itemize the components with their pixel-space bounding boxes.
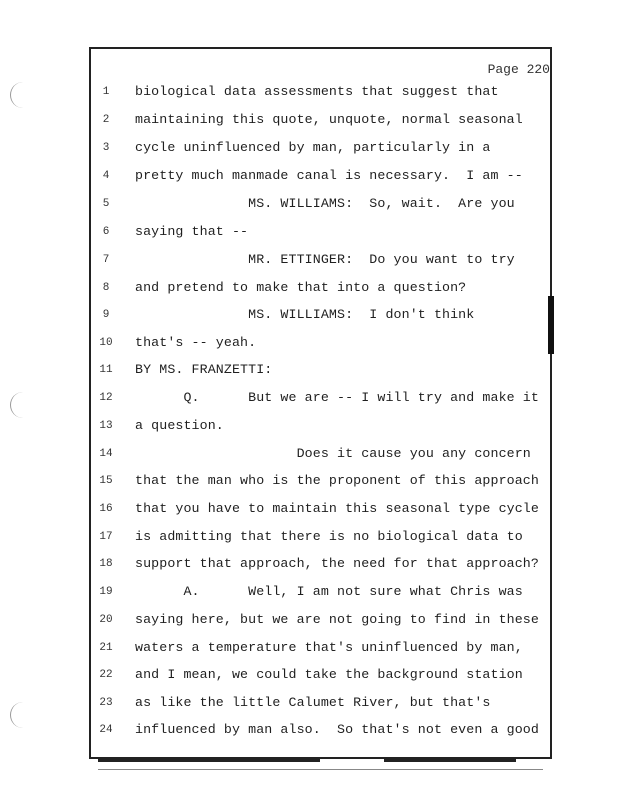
- transcript-line: [0, 84, 622, 104]
- line-text: cycle uninfluenced by man, particularly in a: [135, 140, 491, 155]
- line-text: influenced by man also. So that's not even a good: [135, 722, 539, 737]
- transcript-line: [0, 446, 622, 466]
- line-text: that the man who is the proponent of this approach: [135, 473, 539, 488]
- line-text: pretty much manmade canal is necessary. I am --: [135, 168, 523, 183]
- line-number: 19: [99, 586, 113, 598]
- line-number: 24: [99, 724, 113, 736]
- line-text: a question.: [135, 418, 224, 433]
- line-number: 7: [102, 254, 110, 266]
- line-text: MS. WILLIAMS: So, wait. Are you: [135, 196, 515, 211]
- line-text: Does it cause you any concern: [135, 446, 531, 461]
- line-number: 16: [99, 503, 113, 515]
- line-number: 14: [99, 448, 113, 460]
- transcript-line: [0, 418, 622, 438]
- transcript-line: [0, 224, 622, 244]
- line-number: 18: [99, 558, 113, 570]
- bottom-rule-left: [98, 759, 320, 762]
- line-text: saying here, but we are not going to find in these: [135, 612, 539, 627]
- line-text: BY MS. FRANZETTI:: [135, 362, 273, 377]
- transcript-line: [0, 307, 622, 327]
- line-number: 3: [102, 142, 110, 154]
- line-text: support that approach, the need for that approach?: [135, 556, 539, 571]
- line-text: A. Well, I am not sure what Chris was: [135, 584, 523, 599]
- line-number: 2: [102, 114, 110, 126]
- transcript-line: [0, 529, 622, 549]
- line-number: 12: [99, 392, 113, 404]
- transcript-line: [0, 556, 622, 576]
- line-text: as like the little Calumet River, but that's: [135, 695, 491, 710]
- line-number: 1: [102, 86, 110, 98]
- bottom-rule-thin: [98, 769, 543, 770]
- line-number: 9: [102, 309, 110, 321]
- line-number: 17: [99, 531, 113, 543]
- transcript-line: [0, 640, 622, 660]
- transcript-line: [0, 667, 622, 687]
- line-text: that you have to maintain this seasonal type cycle: [135, 501, 539, 516]
- line-number: 10: [99, 337, 113, 349]
- page-number: Page 220: [487, 62, 550, 77]
- line-number: 8: [102, 282, 110, 294]
- transcript-line: [0, 335, 622, 355]
- transcript-line: [0, 722, 622, 742]
- line-number: 11: [99, 364, 113, 376]
- bottom-rule-right: [384, 759, 516, 762]
- line-text: biological data assessments that suggest that: [135, 84, 499, 99]
- transcript-line: [0, 612, 622, 632]
- line-text: MR. ETTINGER: Do you want to try: [135, 252, 515, 267]
- transcript-line: [0, 584, 622, 604]
- transcript-line: [0, 196, 622, 216]
- line-number: 5: [102, 198, 110, 210]
- transcript-line: [0, 362, 622, 382]
- line-number: 13: [99, 420, 113, 432]
- transcript-line: [0, 140, 622, 160]
- line-number: 23: [99, 697, 113, 709]
- line-number: 4: [102, 170, 110, 182]
- transcript-line: [0, 473, 622, 493]
- line-text: waters a temperature that's uninfluenced by man,: [135, 640, 523, 655]
- line-text: and I mean, we could take the background station: [135, 667, 523, 682]
- line-number: 22: [99, 669, 113, 681]
- transcript-line: [0, 112, 622, 132]
- transcript-line: [0, 501, 622, 521]
- transcript-line: [0, 280, 622, 300]
- transcript-line: [0, 695, 622, 715]
- line-number: 21: [99, 642, 113, 654]
- line-number: 15: [99, 475, 113, 487]
- transcript-line: [0, 252, 622, 272]
- transcript-line: [0, 168, 622, 188]
- line-text: MS. WILLIAMS: I don't think: [135, 307, 475, 322]
- line-text: saying that --: [135, 224, 249, 239]
- line-text: that's -- yeah.: [135, 335, 257, 350]
- line-text: maintaining this quote, unquote, normal seasonal: [135, 112, 523, 127]
- line-text: Q. But we are -- I will try and make it: [135, 390, 539, 405]
- line-text: and pretend to make that into a question?: [135, 280, 467, 295]
- line-number: 6: [102, 226, 110, 238]
- line-text: is admitting that there is no biological data to: [135, 529, 523, 544]
- transcript-line: [0, 390, 622, 410]
- line-number: 20: [99, 614, 113, 626]
